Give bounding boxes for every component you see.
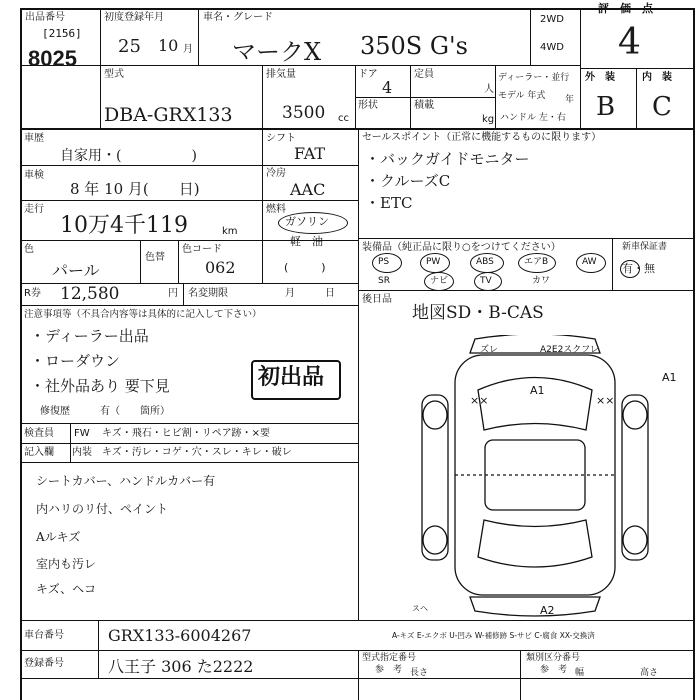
equip-ps: PS [378,257,390,267]
fill-label: 記入欄 [24,447,54,458]
diag-label-8: ×× [596,394,615,407]
displacement-label: 排気量 [266,69,296,80]
fuel-gas: ガソリン [285,215,329,228]
sales-point-2: ・クルーズC [365,172,451,190]
fw-items: キズ・飛石・ヒビ割・リペア跡・×要 [102,428,270,439]
lot-number: 8025 [28,46,77,71]
ac-label: 冷房 [266,168,286,179]
equipment-label: 装備品（純正品に限り○をつけてください） [362,242,561,253]
warranty-label: 新車保証書 [622,242,668,252]
color-code-value: 062 [205,258,236,277]
interior-grade: C [652,92,672,122]
doors-value: 4 [382,78,393,97]
equip-leather: カワ [532,276,551,286]
rating-value: 4 [618,22,641,63]
right-side-panel [622,395,648,560]
note-line-1: ・ディーラー出品 [30,327,149,345]
diag-label-4: A1 [662,371,677,384]
4wd-label: 4WD [540,42,564,53]
reg-value: 八王子 306 た2222 [108,657,254,676]
chassis-value: GRX133-6004267 [108,626,252,645]
rating-label: 評 価 点 [598,2,653,15]
post-label: 後日品 [362,294,392,305]
history-label: 車歴 [24,133,44,144]
first-reg-year: 25 [118,36,141,57]
recycle-label: R券 [24,288,41,299]
frame-left [20,8,22,700]
sales-point-3: ・ETC [365,194,413,212]
diag-label-7: ×× [470,394,489,407]
interior-items: キズ・汚レ・コゲ・穴・スレ・キレ・破レ [102,447,292,458]
color-change-label: 色替 [145,252,165,263]
history-value: 自家用・( ) [60,148,197,164]
height-label: 高さ [640,668,659,678]
dealer-label: ディーラー・並行 [498,73,570,83]
diag-label-5: A2 [540,604,555,617]
warranty-value: 有・無 [622,262,655,275]
exterior-label: 外 装 [585,72,615,83]
inspection-value: 8 年 10 月( 日) [70,180,200,198]
sales-point-1: ・バックガイドモニター [365,150,530,168]
mileage-label: 走行 [24,204,44,215]
displacement-value: 3500 [282,103,326,123]
wheel-rl [423,526,447,554]
equip-navi: ナビ [430,276,449,286]
note-line-3: ・社外品あり 要下見 [30,377,170,395]
repair-value: 有（ 箇所） [100,406,170,417]
fuel-diesel: 軽 油 [290,235,323,248]
width-label: 幅 [575,668,585,678]
length-label: 長さ [410,668,429,678]
name-limit-label: 名変期限 [188,288,228,299]
model-year-label: モデル 年式 [498,91,546,101]
warranty-circle [620,260,640,278]
wheel-fr [623,401,647,429]
equip-abs: ABS [476,257,494,267]
post-value: 地図SD・B-CAS [412,303,544,323]
wheel-rr [623,526,647,554]
lot-bracket: [2156] [42,27,82,40]
equip-aw: AW [582,257,597,267]
first-listing-stamp-text: 初出品 [258,365,325,390]
shift-value: FAT [294,144,326,163]
fuel-label: 燃料 [266,204,286,215]
grade: 350S G's [360,32,468,60]
notes-label: 注意事項等（不具合内容等は具体的に記入して下さい） [24,309,262,320]
frame-right [693,8,695,700]
inspector-label: 検査員 [24,428,54,439]
interior-label: 内 装 [642,72,672,83]
equip-tv: TV [480,276,492,286]
load-label: 積載 [414,100,434,111]
ac-value: AAC [290,180,326,199]
recycle-value: 12,580 [60,284,120,304]
frame-top [20,8,695,10]
color-code-label: 色コード [182,244,222,255]
left-side-panel [422,395,448,560]
diag-label-6: スヘ [412,604,428,613]
equip-airbag: エアB [524,257,549,267]
repair-label: 修復歴 [40,406,70,417]
reg-label: 登録番号 [24,658,64,669]
shape-label: 形状 [358,100,378,111]
car-damage-diagram [400,335,690,620]
auction-sheet: 出品番号 [2156] 8025 初度登録年月 25 10 月 車名・グレード マークX 350S G's 2WD 4WD 評 価 点 4 外 装 内 装 B C 型式 DBA-GRX133 排気量 3500 cc ドア 4 形状 定員 人 積載 kg ディーラー・並行 モデル 年式 年 ハンドル 左・右 車歴 自家用・( ) シフト FAT 車検 8 年 10 月( 日) 冷房 AAC 走行 10万4千119 km 燃料 ガソリン 軽 油 ( ) 色 パール 色替 色コード 062 R券 12,580 円 名変期限 月 日 注意事項等（不具合内容等は具体的に記入して下さい） ・ディーラー出品 ・ローダウン ・社外品あり 要下見 初出品 修復歴 有（ 箇所） 検査員 記入欄 FW キズ・飛石・ヒビ割・リペア跡・×要 内装 キズ・汚レ・コゲ・穴・スレ・キレ・破レ シートカバー、ハンドルカバー有 内ハリのリ付、ペイント Aルキズ 室内も汚レ キズ、ヘコ セールスポイント（正常に機能するものに限ります） ・バックガイドモニター ・クルーズC ・ETC 装備品（純正品に限り○をつけてください） 新車保証書 有・無 PS PW ABS エアB AW SR ナビ TV カワ 後日品 地図SD・B-CAS ズレ A2E2スクフレ A1 A1 A2 スヘ ×× ×× A-キズ E-エクボ U-凹み W-補修跡 S-サビ C-腐食 XX-交換済 車台番号 GRX133-6004267 登録番号 八王子 306 た2222 型式指定番号 参 考 類別区分番号 参 考 長さ 幅 高さ [0,0,700,700]
class-label: 類別区分番号 [526,653,581,663]
inspection-label: 車検 [24,170,44,181]
lot-label: 出品番号 [25,12,65,23]
designation-label: 型式指定番号 [362,653,417,663]
color-value: パール [52,261,100,280]
exterior-grade: B [596,92,616,122]
car-name: マークX [232,38,322,66]
remark-4: 室内も汚レ [36,557,97,571]
remark-2: 内ハリのリ付、ペイント [36,502,169,516]
wheel-fl [423,401,447,429]
note-line-2: ・ローダウン [30,352,121,370]
sales-label: セールスポイント（正常に機能するものに限ります） [362,132,602,143]
remark-3: Aルキズ [36,530,81,544]
2wd-label: 2WD [540,14,564,25]
remark-1: シートカバー、ハンドルカバー有 [36,474,216,488]
chassis-label: 車台番号 [24,630,64,641]
color-label: 色 [24,244,34,255]
damage-legend: A-キズ E-エクボ U-凹み W-補修跡 S-サビ C-腐食 XX-交換済 [392,631,595,640]
equip-pw: PW [426,257,441,267]
handle-label: ハンドル 左・右 [500,113,566,123]
remark-5: キズ、ヘコ [36,582,97,596]
name-grade-label: 車名・グレード [203,12,273,23]
first-reg-label: 初度登録年月 [104,12,164,23]
equip-sr: SR [378,276,390,286]
doors-label: ドア [358,69,378,80]
first-reg-month: 10 [158,36,179,55]
diag-label-1: ズレ [480,345,499,355]
capacity-label: 定員 [414,69,434,80]
shift-label: シフト [266,133,296,144]
model-code: DBA-GRX133 [104,104,233,126]
rear-view [470,597,600,616]
diag-label-3: A1 [530,384,545,397]
mileage-value: 10万4千119 [60,213,188,238]
diag-label-2: A2E2スクフレ [540,345,599,355]
model-label: 型式 [104,69,124,80]
rear-window [478,520,592,567]
